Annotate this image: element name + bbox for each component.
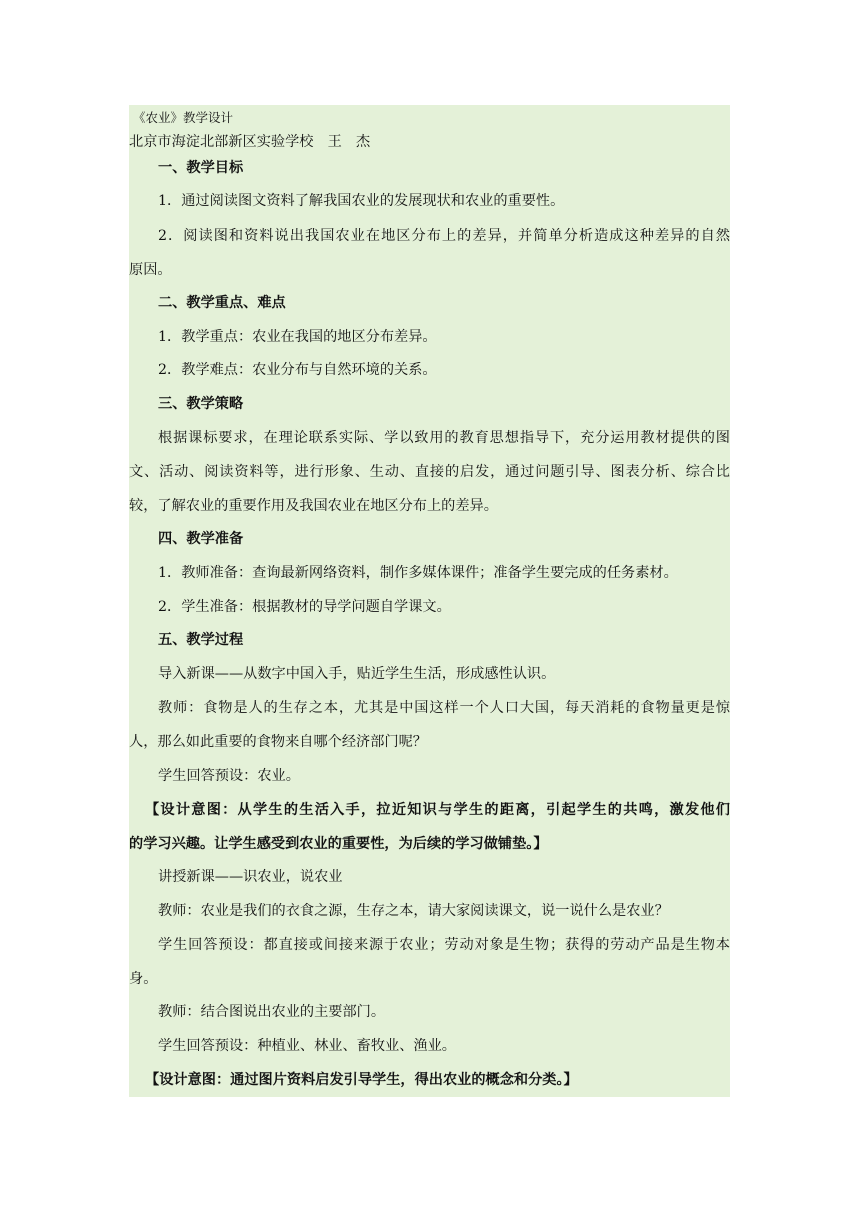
design-intent-note: 【设计意图：从学生的生活入手，拉近知识与学生的距离，引起学生的共鸣，激发他们 — [145, 802, 730, 818]
paragraph-line: 学生回答预设：都直接或间接来源于农业；劳动对象是生物；获得的劳动产品是生物本 — [158, 937, 730, 953]
paragraph-line: 2．阅读图和资料说出我国农业在地区分布上的差异，并简单分析造成这种差异的自然 — [158, 228, 730, 244]
author-line: 北京市海淀北部新区实验学校 王 杰 — [129, 134, 371, 150]
design-intent-note: 的学习兴趣。让学生感受到农业的重要性，为后续的学习做铺垫。】 — [129, 836, 548, 852]
paragraph-line: 学生回答预设：种植业、林业、畜牧业、渔业。 — [158, 1038, 456, 1054]
paragraph-line: 根据课标要求，在理论联系实际、学以致用的教育思想指导下，充分运用教材提供的图 — [158, 430, 730, 446]
paragraph-line: 1．通过阅读图文资料了解我国农业的发展现状和农业的重要性。 — [158, 193, 565, 209]
paragraph-line: 1．教师准备：查询最新网络资料，制作多媒体课件；准备学生要完成的任务素材。 — [158, 565, 678, 581]
paragraph-line: 原因。 — [129, 262, 172, 278]
section-heading: 二、教学重点、难点 — [158, 295, 286, 311]
design-intent-note: 【设计意图：通过图片资料启发引导学生，得出农业的概念和分类。】 — [145, 1072, 578, 1088]
paragraph-line: 教师：食物是人的生存之本，尤其是中国这样一个人口大国，每天消耗的食物量更是惊 — [158, 700, 730, 716]
paragraph-line: 文、活动、阅读资料等，进行形象、生动、直接的启发，通过问题引导、图表分析、综合比 — [129, 464, 730, 480]
paragraph-line: 人，那么如此重要的食物来自哪个经济部门呢？ — [129, 734, 427, 750]
section-heading: 四、教学准备 — [158, 531, 244, 547]
paragraph-line: 2．教学难点：农业分布与自然环境的关系。 — [158, 362, 437, 378]
document-title: 《农业》教学设计 — [133, 110, 234, 125]
section-heading: 一、教学目标 — [158, 160, 244, 176]
paragraph-line: 较，了解农业的重要作用及我国农业在地区分布上的差异。 — [129, 498, 498, 514]
paragraph-line: 讲授新课——识农业，说农业 — [158, 869, 343, 885]
section-heading: 五、教学过程 — [158, 632, 244, 648]
section-heading: 三、教学策略 — [158, 396, 244, 412]
paragraph-line: 1．教学重点：农业在我国的地区分布差异。 — [158, 329, 437, 345]
paragraph-line: 学生回答预设：农业。 — [158, 768, 300, 784]
paragraph-line: 教师：农业是我们的衣食之源，生存之本，请大家阅读课文，说一说什么是农业？ — [158, 903, 669, 919]
paragraph-line: 身。 — [129, 971, 158, 987]
paragraph-line: 2．学生准备：根据教材的导学问题自学课文。 — [158, 599, 451, 615]
document-page — [129, 105, 730, 1097]
paragraph-line: 教师：结合图说出农业的主要部门。 — [158, 1004, 386, 1020]
paragraph-line: 导入新课——从数字中国入手，贴近学生生活，形成感性认识。 — [158, 666, 556, 682]
